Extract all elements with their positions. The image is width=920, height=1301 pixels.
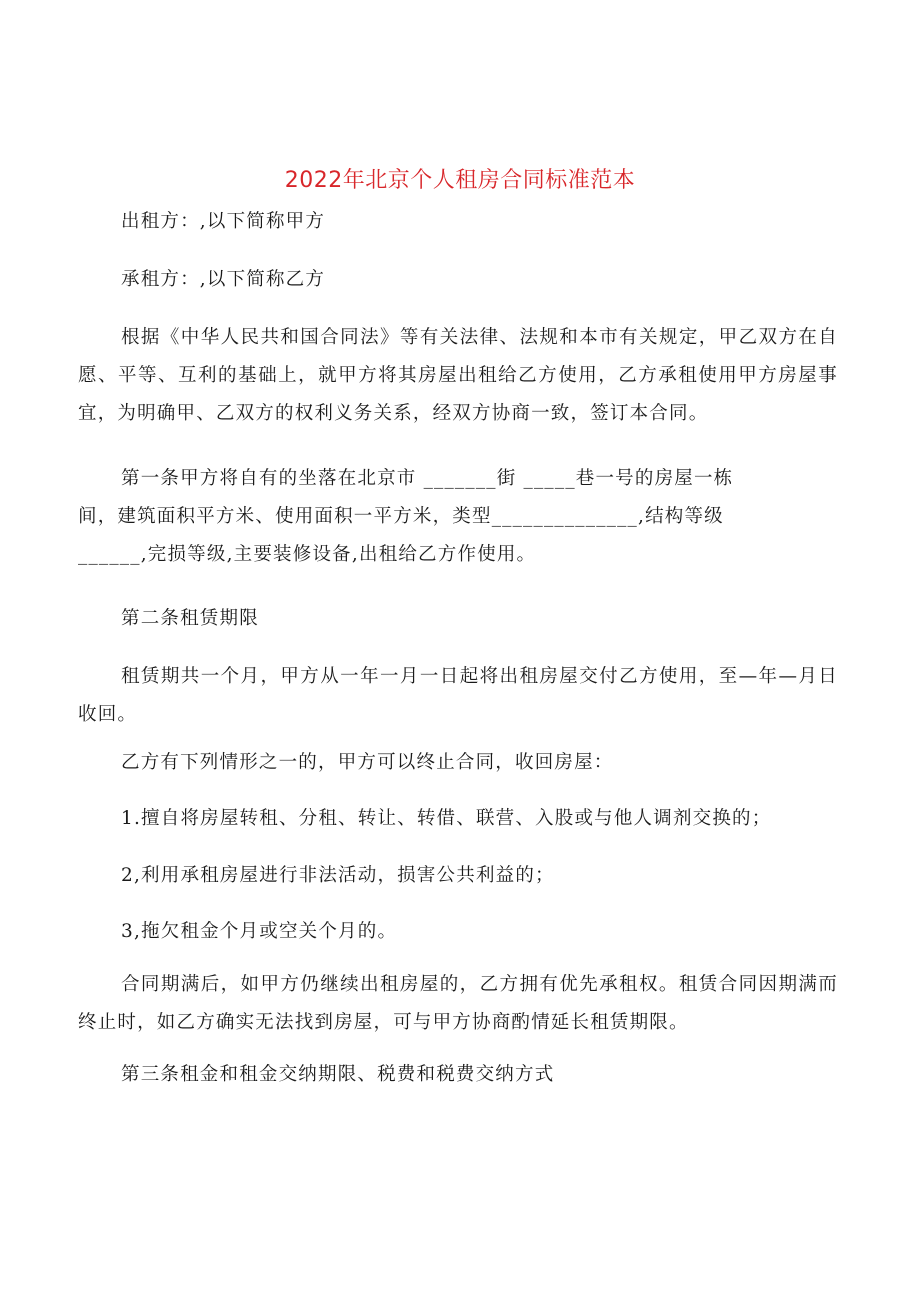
article-1-line: ______,完损等级,主要装修设备,出租给乙方作使用。: [78, 544, 537, 565]
lessor-line: 出租方：,以下简称甲方: [121, 211, 326, 232]
lessee-line: 承租方：,以下简称乙方: [121, 269, 326, 290]
article-1-line: 第一条甲方将自有的坐落在北京市 _______街 _____巷一号的房屋一栋: [121, 468, 734, 489]
termination-item: 3,拖欠租金个月或空关个月的。: [121, 921, 398, 942]
article-1-paragraph: [78, 460, 838, 574]
termination-item: 2,利用承租房屋进行非法活动，损害公共利益的；: [121, 865, 555, 886]
renewal-paragraph: 合同期满后，如甲方仍继续出租房屋的，乙方拥有优先承租权。租赁合同因期满而终止时，如乙方确实无法找到房屋，可与甲方协商酌情延长租赁期限。: [78, 974, 838, 1033]
article-3-heading: 第三条租金和租金交纳期限、税费和税费交纳方式: [121, 1064, 555, 1085]
article-1-line: 间，建筑面积平方米、使用面积一平方米，类型______________,结构等级: [78, 506, 724, 527]
termination-item: 1.擅自将房屋转租、分租、转让、转借、联营、入股或与他人调剂交换的；: [121, 808, 772, 829]
preamble-paragraph: 根据《中华人民共和国合同法》等有关法律、法规和本市有关规定，甲乙双方在自愿、平等、互利的基础上，就甲方将其房屋出租给乙方使用，乙方承租使用甲方房屋事宜，为明确甲、乙双方的权利义务关系，经双方协商一致，签订本合同。: [78, 327, 838, 424]
article-2-term: 租赁期共一个月，甲方从一年一月一日起将出租房屋交付乙方使用，至—年—月日收回。: [78, 666, 838, 725]
document-title: 2022年北京个人租房合同标准范本: [284, 168, 636, 193]
termination-intro: 乙方有下列情形之一的，甲方可以终止合同，收回房屋：: [121, 752, 614, 773]
article-2-heading: 第二条租赁期限: [121, 608, 259, 629]
